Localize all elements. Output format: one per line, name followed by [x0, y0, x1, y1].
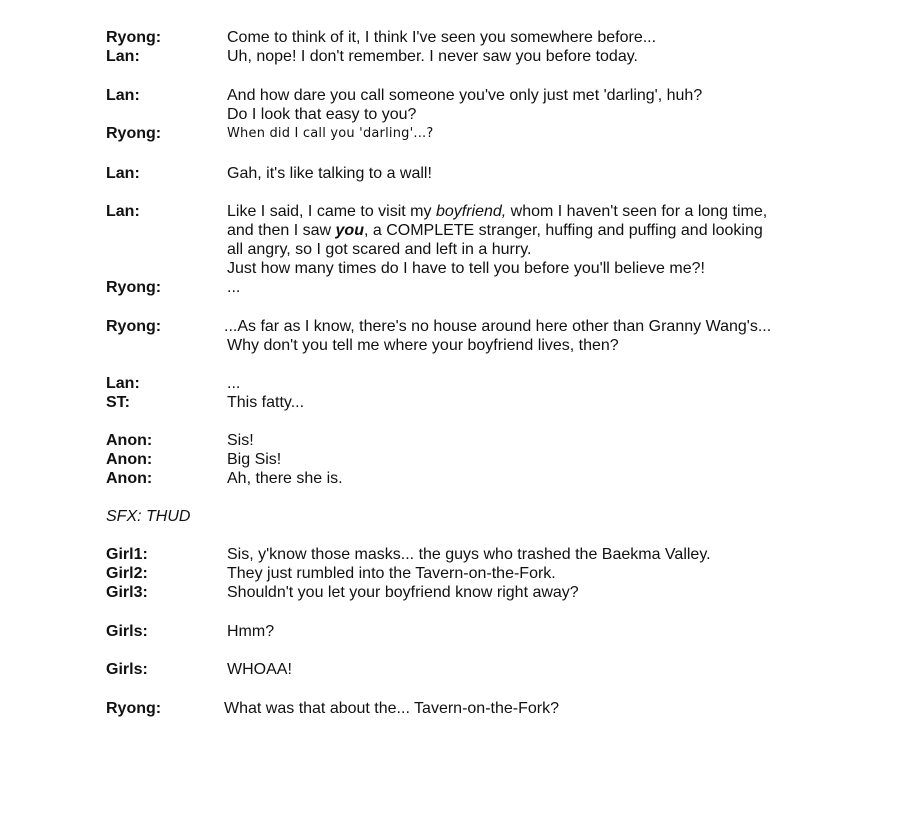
dialogue-line — [0, 164, 897, 183]
dialogue-line — [0, 105, 897, 124]
emphasis-text: you — [335, 222, 364, 239]
speaker: Lan: — [106, 203, 140, 220]
speaker: Girls: — [106, 661, 148, 678]
dialogue-line — [0, 86, 897, 105]
dialogue-line — [0, 564, 897, 583]
sfx-line — [0, 507, 897, 526]
text-part: and then I saw — [227, 222, 336, 239]
dialogue-text: And how dare you call someone you've only just met 'darling', huh? — [227, 87, 703, 104]
dialogue-text: Just how many times do I have to tell you before you'll believe me?! — [227, 260, 705, 277]
dialogue-line — [0, 699, 897, 718]
dialogue-line — [0, 28, 897, 47]
dialogue-text: Ah, there she is. — [227, 470, 343, 487]
dialogue-line — [0, 336, 897, 355]
dialogue-line — [0, 469, 897, 488]
dialogue-text: Uh, nope! I don't remember. I never saw you before today. — [227, 48, 638, 65]
speaker: Ryong: — [106, 279, 162, 296]
speaker: ST: — [106, 394, 130, 411]
speaker: Girls: — [106, 623, 148, 640]
dialogue-line — [0, 47, 897, 66]
speaker: Anon: — [106, 432, 153, 449]
dialogue-line — [0, 545, 897, 564]
dialogue-line — [0, 259, 897, 278]
speaker: Ryong: — [106, 318, 162, 335]
speaker: Girl2: — [106, 565, 148, 582]
dialogue-line — [0, 374, 897, 393]
dialogue-line — [0, 124, 897, 143]
emphasis-text: boyfriend, — [435, 203, 507, 220]
dialogue-text: ... — [227, 279, 241, 296]
dialogue-text — [227, 202, 767, 221]
speaker: Girl3: — [106, 584, 148, 601]
speaker: Lan: — [106, 165, 140, 182]
speaker: Anon: — [106, 470, 153, 487]
dialogue-text: Sis, y'know those masks... the guys who trashed the Baekma Valley. — [227, 546, 711, 563]
dialogue-text: Come to think of it, I think I've seen you somewhere before... — [227, 29, 657, 46]
speaker: Ryong: — [106, 700, 162, 717]
dialogue-text: Gah, it's like talking to a wall! — [227, 165, 432, 182]
dialogue-line — [0, 622, 897, 641]
dialogue-line — [0, 431, 897, 450]
speaker: Girl1: — [106, 546, 148, 563]
dialogue-text: This fatty... — [227, 394, 305, 411]
dialogue-text: Shouldn't you let your boyfriend know right away? — [227, 584, 579, 601]
text-part: Like I said, I came to visit my — [227, 203, 436, 220]
dialogue-line — [0, 393, 897, 412]
dialogue-line — [0, 202, 897, 221]
dialogue-text: Sis! — [227, 432, 254, 449]
text-part: whom I haven't seen for a long time, — [506, 203, 768, 220]
dialogue-text: ... — [227, 375, 241, 392]
dialogue-text: all angry, so I got scared and left in a hurry. — [227, 241, 532, 258]
dialogue-line — [0, 660, 897, 679]
dialogue-text: What was that about the... Tavern-on-the-Fork? — [224, 700, 559, 717]
dialogue-line — [0, 278, 897, 297]
dialogue-line — [0, 240, 897, 259]
speaker: Ryong: — [106, 29, 162, 46]
dialogue-line — [0, 221, 897, 240]
sfx-text: SFX: THUD — [106, 508, 191, 525]
text-part: , a COMPLETE stranger, huffing and puffing and looking — [363, 222, 763, 239]
dialogue-text — [227, 221, 763, 240]
dialogue-text: Do I look that easy to you? — [227, 106, 417, 123]
speaker: Lan: — [106, 87, 140, 104]
dialogue-line — [0, 317, 897, 336]
speaker: Ryong: — [106, 125, 162, 142]
speaker: Lan: — [106, 375, 140, 392]
dialogue-line — [0, 583, 897, 602]
dialogue-line — [0, 450, 897, 469]
dialogue-text: Hmm? — [227, 623, 275, 640]
dialogue-text: WHOAA! — [227, 661, 292, 678]
dialogue-text: Big Sis! — [227, 451, 282, 468]
dialogue-text: When did I call you 'darling'...? — [227, 126, 434, 141]
dialogue-text: They just rumbled into the Tavern-on-the-Fork. — [227, 565, 556, 582]
speaker: Lan: — [106, 48, 140, 65]
dialogue-text: ...As far as I know, there's no house around here other than Granny Wang's... — [224, 318, 772, 335]
dialogue-text: Why don't you tell me where your boyfriend lives, then? — [227, 337, 619, 354]
speaker: Anon: — [106, 451, 153, 468]
